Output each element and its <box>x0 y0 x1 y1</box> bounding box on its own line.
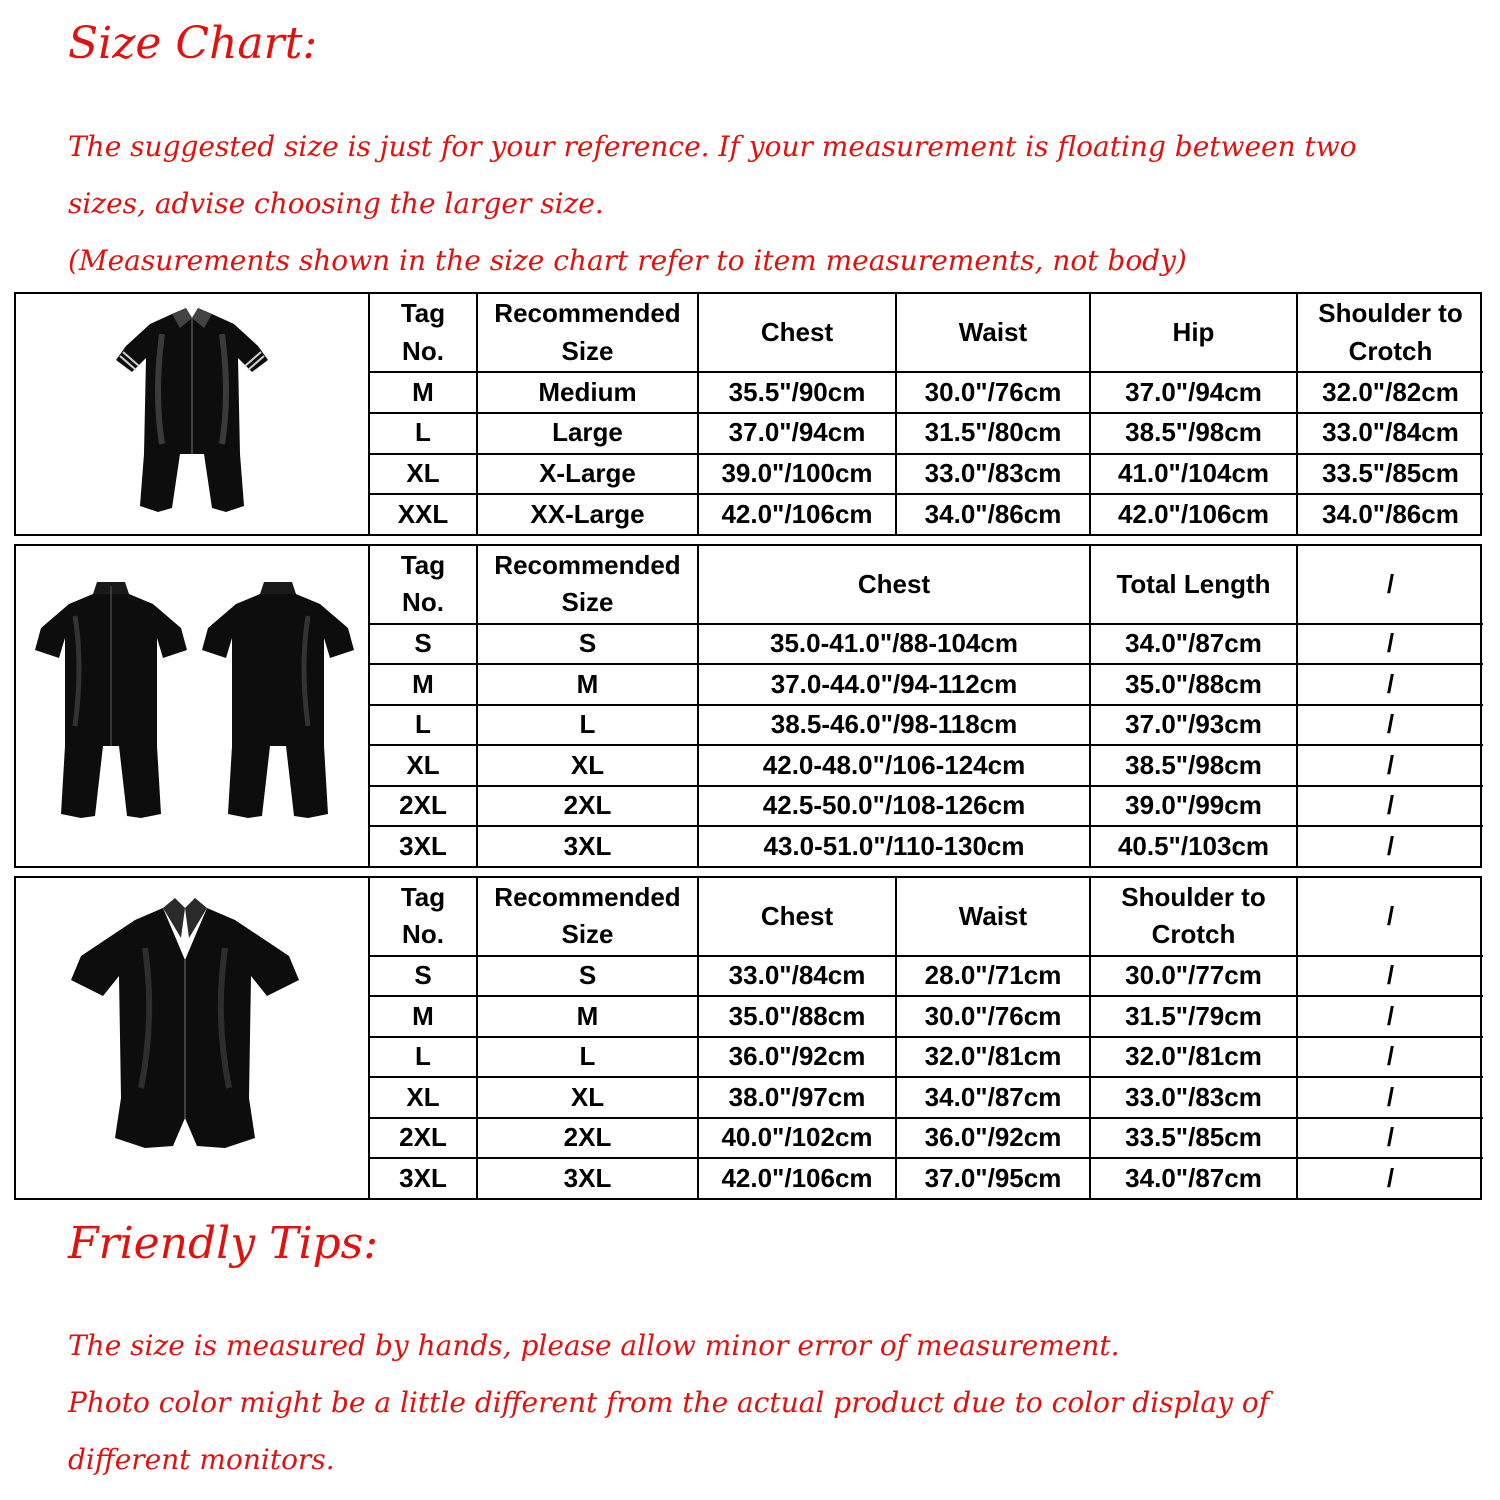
table-row <box>369 494 1483 534</box>
table-cell: 31.5"/79cm <box>1090 996 1297 1037</box>
table-cell: 3XL <box>369 826 477 866</box>
table-cell: 38.5-46.0"/98-118cm <box>698 705 1090 746</box>
column-header: Chest <box>698 878 896 956</box>
table-cell: M <box>477 664 698 705</box>
table-cell: Large <box>477 413 698 454</box>
table-cell: M <box>477 996 698 1037</box>
table-cell: 42.0-48.0"/106-124cm <box>698 745 1090 786</box>
column-header: Shoulder to Crotch <box>1297 294 1483 372</box>
table-cell: / <box>1297 996 1483 1037</box>
table-cell: 37.0"/94cm <box>698 413 896 454</box>
table-cell: XX-Large <box>477 494 698 534</box>
column-header: Hip <box>1090 294 1297 372</box>
table-cell: M <box>369 372 477 413</box>
table-cell: 41.0"/104cm <box>1090 454 1297 495</box>
table-cell: M <box>369 996 477 1037</box>
column-header: Shoulder to Crotch <box>1090 878 1297 956</box>
table-cell: 43.0-51.0"/110-130cm <box>698 826 1090 866</box>
table-cell: S <box>369 624 477 665</box>
tip-line-3: different monitors. <box>68 1443 335 1476</box>
table-row <box>369 745 1483 786</box>
table-cell: / <box>1297 1037 1483 1078</box>
table-cell: 30.0"/76cm <box>896 996 1090 1037</box>
table-cell: L <box>369 705 477 746</box>
friendly-tips-title: Friendly Tips: <box>68 1218 379 1269</box>
table-cell: S <box>369 956 477 997</box>
table-row <box>369 1158 1483 1198</box>
bodysuit-front-image <box>35 582 187 818</box>
tip-line-2: Photo color might be a little different from the actual product due to color display of <box>68 1386 1270 1419</box>
table-row <box>369 372 1483 413</box>
table-cell: 34.0"/87cm <box>896 1077 1090 1118</box>
table-row <box>369 624 1483 665</box>
table-header-row <box>369 294 1483 372</box>
table-cell: L <box>477 705 698 746</box>
size-table-3 <box>368 878 1483 1198</box>
table-cell: XL <box>477 1077 698 1118</box>
tip-line-1: The size is measured by hands, please allow minor error of measurement. <box>68 1329 1120 1362</box>
table-cell: 36.0"/92cm <box>896 1118 1090 1159</box>
table-cell: 37.0"/95cm <box>896 1158 1090 1198</box>
table-cell: 2XL <box>369 1118 477 1159</box>
table-cell: L <box>369 413 477 454</box>
table-cell: 2XL <box>477 1118 698 1159</box>
table-cell: / <box>1297 826 1483 866</box>
table-cell: 33.0"/83cm <box>1090 1077 1297 1118</box>
product-photo-3 <box>16 878 368 1198</box>
size-note-line-2: sizes, advise choosing the larger size. <box>68 187 604 220</box>
size-chart-3 <box>14 876 1482 1200</box>
bodysuit-open-collar-image <box>16 878 368 1198</box>
size-chart-title: Size Chart: <box>68 18 318 69</box>
column-header: Total Length <box>1090 546 1297 624</box>
table-cell: 3XL <box>369 1158 477 1198</box>
table-cell: L <box>477 1037 698 1078</box>
column-header: Recommended Size <box>477 294 698 372</box>
table-cell: 38.5"/98cm <box>1090 745 1297 786</box>
table-cell: Medium <box>477 372 698 413</box>
table-cell: 35.5"/90cm <box>698 372 896 413</box>
size-table-2 <box>368 546 1483 866</box>
size-note-line-1: The suggested size is just for your reference. If your measurement is floating between two <box>68 130 1357 163</box>
table-cell: XL <box>369 745 477 786</box>
table-cell: 33.0"/84cm <box>1297 413 1483 454</box>
table-cell: 30.0"/77cm <box>1090 956 1297 997</box>
table-cell: XL <box>477 745 698 786</box>
table-row <box>369 996 1483 1037</box>
table-cell: 32.0"/82cm <box>1297 372 1483 413</box>
product-photo-1 <box>16 294 368 534</box>
table-cell: 2XL <box>369 786 477 827</box>
size-table-1 <box>368 294 1483 534</box>
table-cell: 33.0"/84cm <box>698 956 896 997</box>
column-header: / <box>1297 546 1483 624</box>
table-cell: / <box>1297 956 1483 997</box>
table-cell: 40.5"/103cm <box>1090 826 1297 866</box>
column-header: Waist <box>896 294 1090 372</box>
table-cell: 35.0-41.0"/88-104cm <box>698 624 1090 665</box>
table-cell: 36.0"/92cm <box>698 1037 896 1078</box>
table-row <box>369 1037 1483 1078</box>
column-header: Tag No. <box>369 878 477 956</box>
table-cell: 32.0"/81cm <box>1090 1037 1297 1078</box>
column-header: Recommended Size <box>477 878 698 956</box>
table-cell: 35.0"/88cm <box>698 996 896 1037</box>
table-cell: / <box>1297 664 1483 705</box>
table-cell: 38.5"/98cm <box>1090 413 1297 454</box>
table-cell: 34.0"/87cm <box>1090 624 1297 665</box>
size-chart-1 <box>14 292 1482 536</box>
table-cell: / <box>1297 705 1483 746</box>
table-cell: / <box>1297 1118 1483 1159</box>
table-cell: 37.0"/94cm <box>1090 372 1297 413</box>
table-cell: 28.0"/71cm <box>896 956 1090 997</box>
table-row <box>369 786 1483 827</box>
table-cell: 33.5"/85cm <box>1090 1118 1297 1159</box>
table-row <box>369 1077 1483 1118</box>
table-cell: M <box>369 664 477 705</box>
table-cell: 42.0"/106cm <box>698 1158 896 1198</box>
bodysuit-back-image <box>202 582 354 818</box>
table-cell: 34.0"/86cm <box>896 494 1090 534</box>
table-cell: 40.0"/102cm <box>698 1118 896 1159</box>
table-row <box>369 664 1483 705</box>
column-header: / <box>1297 878 1483 956</box>
table-cell: 2XL <box>477 786 698 827</box>
table-cell: S <box>477 624 698 665</box>
table-cell: 38.0"/97cm <box>698 1077 896 1118</box>
table-cell: S <box>477 956 698 997</box>
column-header: Chest <box>698 546 1090 624</box>
column-header: Chest <box>698 294 896 372</box>
table-row <box>369 454 1483 495</box>
table-cell: / <box>1297 624 1483 665</box>
table-row <box>369 1118 1483 1159</box>
table-cell: 37.0-44.0"/94-112cm <box>698 664 1090 705</box>
table-row <box>369 826 1483 866</box>
table-cell: 34.0"/86cm <box>1297 494 1483 534</box>
table-row <box>369 705 1483 746</box>
table-cell: 35.0"/88cm <box>1090 664 1297 705</box>
table-cell: 33.0"/83cm <box>896 454 1090 495</box>
table-cell: 42.0"/106cm <box>698 494 896 534</box>
table-cell: L <box>369 1037 477 1078</box>
bodysuit-front-back-image <box>16 546 368 866</box>
table-cell: 3XL <box>477 826 698 866</box>
table-cell: 31.5"/80cm <box>896 413 1090 454</box>
table-cell: 32.0"/81cm <box>896 1037 1090 1078</box>
table-cell: / <box>1297 1158 1483 1198</box>
table-cell: 33.5"/85cm <box>1297 454 1483 495</box>
table-row <box>369 956 1483 997</box>
table-header-row <box>369 878 1483 956</box>
measurement-note: (Measurements shown in the size chart refer to item measurements, not body) <box>68 244 1187 277</box>
table-cell: 39.0"/99cm <box>1090 786 1297 827</box>
table-cell: 42.5-50.0"/108-126cm <box>698 786 1090 827</box>
table-cell: XL <box>369 1077 477 1118</box>
table-cell: 3XL <box>477 1158 698 1198</box>
column-header: Recommended Size <box>477 546 698 624</box>
table-cell: XXL <box>369 494 477 534</box>
table-cell: / <box>1297 1077 1483 1118</box>
table-cell: X-Large <box>477 454 698 495</box>
table-header-row <box>369 546 1483 624</box>
table-cell: / <box>1297 745 1483 786</box>
bodysuit-striped-collar-image <box>16 294 368 534</box>
column-header: Tag No. <box>369 294 477 372</box>
table-row <box>369 413 1483 454</box>
table-cell: 34.0"/87cm <box>1090 1158 1297 1198</box>
table-cell: 30.0"/76cm <box>896 372 1090 413</box>
column-header: Waist <box>896 878 1090 956</box>
product-photo-2 <box>16 546 368 866</box>
column-header: Tag No. <box>369 546 477 624</box>
table-cell: 39.0"/100cm <box>698 454 896 495</box>
table-cell: XL <box>369 454 477 495</box>
table-cell: 37.0"/93cm <box>1090 705 1297 746</box>
size-chart-2 <box>14 544 1482 868</box>
table-cell: / <box>1297 786 1483 827</box>
table-cell: 42.0"/106cm <box>1090 494 1297 534</box>
